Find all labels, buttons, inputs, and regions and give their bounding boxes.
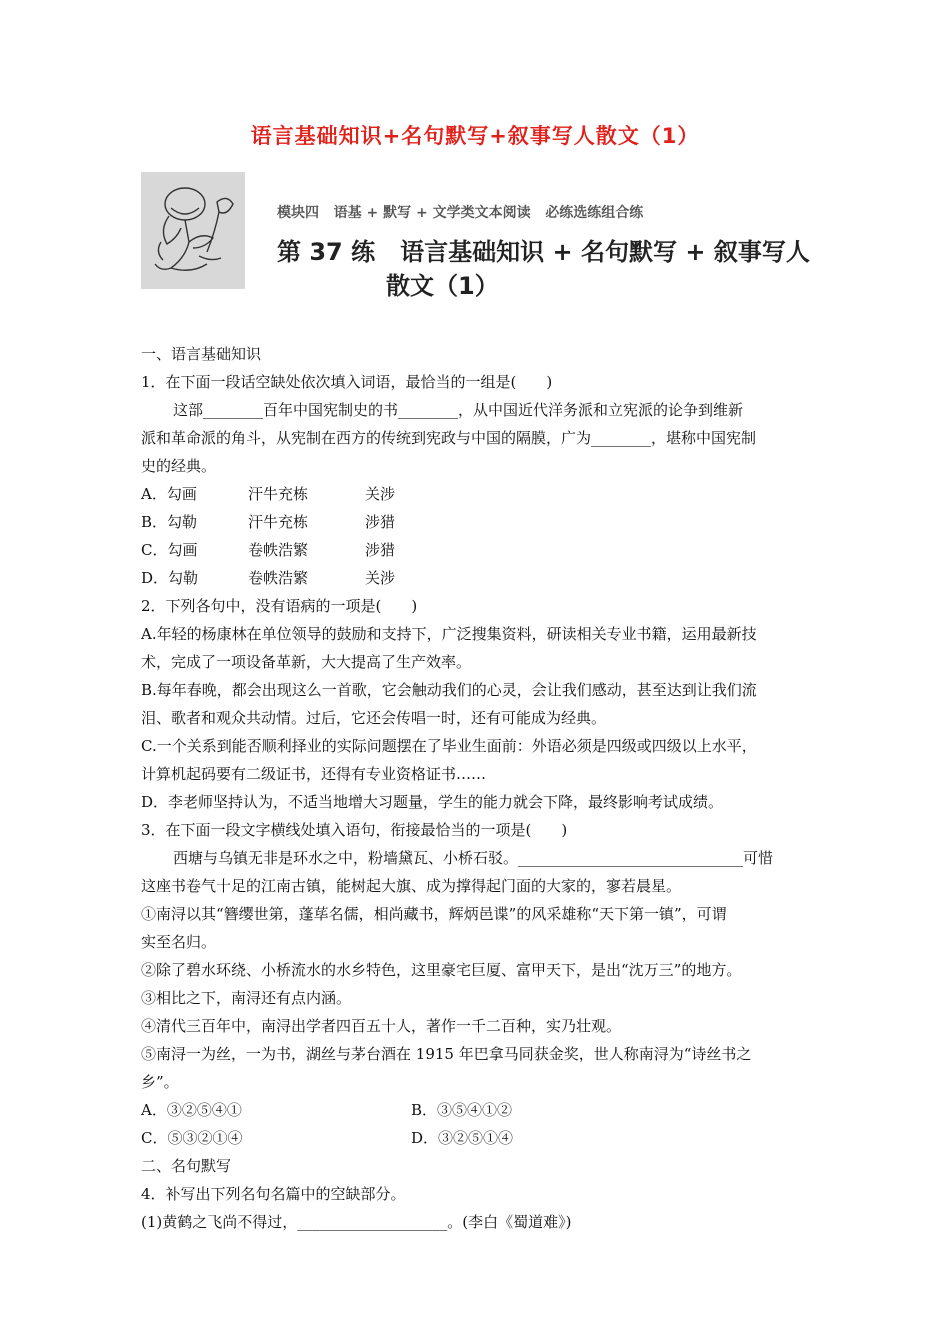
module-subtitle: 模块四 语基 + 默写 + 文学类文本阅读 必练选练组合练 [277,205,644,221]
question-2-option-c: C.一个关系到能否顺利择业的实际问题摆在了毕业生面前：外语必须是四级或四级以上水平， [141,737,757,755]
question-2-option-d: D．李老师坚持认为，不适当地增大习题量，学生的能力就会下降，最终影响考试成绩。 [141,793,724,811]
question-2-option-a: 术，完成了一项设备革新，大大提高了生产效率。 [141,653,472,671]
question-3-sentence-1: 实至名归。 [141,933,217,951]
section-heading-2: 二、名句默写 [141,1157,232,1175]
question-1-option-a: A．勾画 汗牛充栋 关涉 [141,485,396,503]
lesson-title-line2: 散文（1） [386,272,499,300]
question-3-sentence-3: ③相比之下，南浔还有点内涵。 [141,989,352,1007]
question-1-passage: 这部________百年中国宪制史的书________，从中国近代洋务派和立宪派的论争到维新 [173,401,744,419]
question-1-option-d: D．勾勒 卷帙浩繁 关涉 [141,569,396,587]
question-3-sentence-5: ⑤南浔一为丝，一为书，湖丝与茅台酒在 1915 年巴拿马同获金奖，世人称南浔为“诗丝书之 [141,1045,752,1063]
question-1-stem: 1．在下面一段话空缺处依次填入词语，最恰当的一组是( ) [141,373,553,391]
question-1-passage: 派和革命派的角斗，从宪制在西方的传统到宪政与中国的隔膜，广为________，堪称中国宪制 [141,429,757,447]
question-3-passage: 西塘与乌镇无非是环水之中，粉墙黛瓦、小桥石驳。______________________________可惜 [173,849,774,867]
question-4-item-1: (1)黄鹤之飞尚不得过，____________________。(李白《蜀道难》) [141,1213,572,1231]
question-3-sentence-1: ①南浔以其“簪缨世第，蓬荜名儒，相尚藏书，辉炳邑谍”的风采雄称“天下第一镇”，可谓 [141,905,727,923]
question-3-option-b: B．③⑤④①② [411,1101,513,1119]
question-3-sentence-5: 乡”。 [141,1073,179,1091]
morning-glory-illustration [141,172,245,289]
document-title: 语言基础知识+名句默写+叙事写人散文（1） [250,124,700,148]
question-2-option-a: A.年轻的杨康林在单位领导的鼓励和支持下，广泛搜集资料，研读相关专业书籍，运用最新技 [141,625,757,643]
question-2-option-c: 计算机起码要有二级证书，还得有专业资格证书…… [141,765,487,783]
flower-icon [141,172,245,289]
lesson-title-line1: 第 37 练 语言基础知识 + 名句默写 + 叙事写人 [277,238,810,266]
question-1-option-c: C．勾画 卷帙浩繁 涉猎 [141,541,396,559]
question-2-stem: 2．下列各句中，没有语病的一项是( ) [141,597,418,615]
question-3-sentence-2: ②除了碧水环绕、小桥流水的水乡特色，这里豪宅巨厦、富甲天下，是出“沈万三”的地方。 [141,961,742,979]
question-3-options-row-2 [141,1124,813,1152]
question-4-stem: 4．补写出下列名句名篇中的空缺部分。 [141,1185,406,1203]
question-3-option-a: A．③②⑤④① [141,1101,242,1119]
question-3-sentence-4: ④清代三百年中，南浔出学者四百五十人，著作一千二百种，实乃壮观。 [141,1017,622,1035]
question-1-option-b: B．勾勒 汗牛充栋 涉猎 [141,513,396,531]
worksheet-body [141,340,813,1236]
section-heading-1: 一、语言基础知识 [141,345,262,363]
question-2-option-b: B.每年春晚，都会出现这么一首歌，它会触动我们的心灵，会让我们感动，甚至达到让我们流 [141,681,757,699]
question-3-option-c: C．⑤③②①④ [141,1129,243,1147]
question-3-options-row-1 [141,1096,813,1124]
question-2-option-b: 泪、歌者和观众共动情。过后，它还会传唱一时，还有可能成为经典。 [141,709,607,727]
question-3-passage: 这座书卷气十足的江南古镇，能树起大旗、成为撑得起门面的大家的，寥若晨星。 [141,877,682,895]
question-1-passage: 史的经典。 [141,457,217,475]
question-3-stem: 3．在下面一段文字横线处填入语句，衔接最恰当的一项是( ) [141,821,568,839]
question-3-option-d: D．③②⑤①④ [411,1129,514,1147]
